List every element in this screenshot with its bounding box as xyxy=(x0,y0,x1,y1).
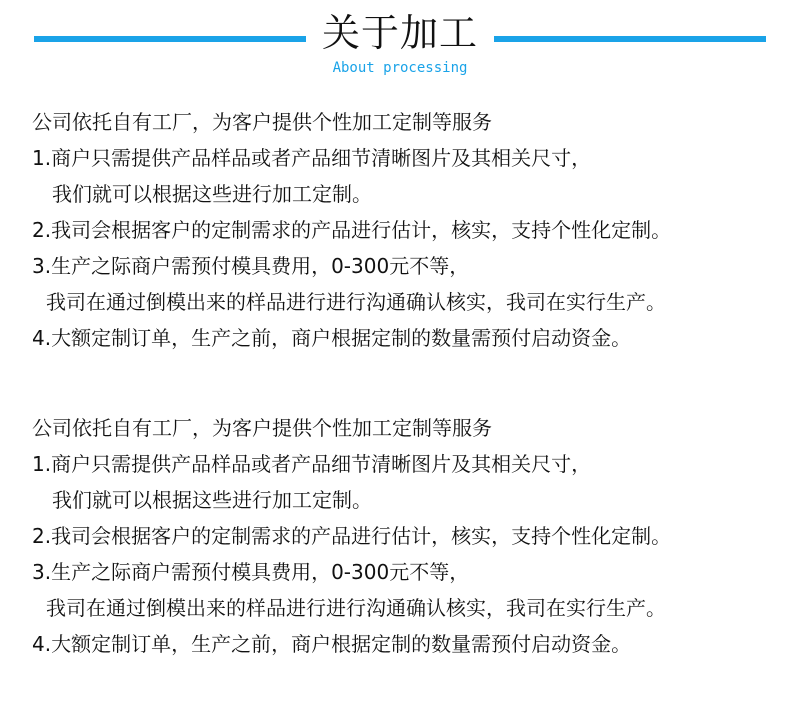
section-subtitle: About processing xyxy=(332,60,468,76)
header-rule-right xyxy=(494,36,766,42)
info-block-2 xyxy=(32,410,772,662)
item-2-line: 2.我司会根据客户的定制需求的产品进行估计，核实，支持个性化定制。 xyxy=(32,218,672,242)
item-4-line: 4.大额定制订单，生产之前，商户根据定制的数量需预付启动资金。 xyxy=(32,632,632,656)
item-2-line: 2.我司会根据客户的定制需求的产品进行估计，核实，支持个性化定制。 xyxy=(32,524,672,548)
item-1-line: 1.商户只需提供产品样品或者产品细节清晰图片及其相关尺寸， xyxy=(32,146,592,170)
intro-line: 公司依托自有工厂，为客户提供个性加工定制等服务 xyxy=(32,416,492,440)
item-1-line: 1.商户只需提供产品样品或者产品细节清晰图片及其相关尺寸， xyxy=(32,452,592,476)
section-header xyxy=(0,0,800,90)
info-block-1 xyxy=(32,104,772,356)
item-1-continuation: 我们就可以根据这些进行加工定制。 xyxy=(52,182,372,206)
item-4-line: 4.大额定制订单，生产之前，商户根据定制的数量需预付启动资金。 xyxy=(32,326,632,350)
header-rule-left xyxy=(34,36,306,42)
item-3-continuation: 我司在通过倒模出来的样品进行进行沟通确认核实，我司在实行生产。 xyxy=(46,290,666,314)
item-1-continuation: 我们就可以根据这些进行加工定制。 xyxy=(52,488,372,512)
item-3-line: 3.生产之际商户需预付模具费用，0-300元不等， xyxy=(32,254,470,278)
item-3-continuation: 我司在通过倒模出来的样品进行进行沟通确认核实，我司在实行生产。 xyxy=(46,596,666,620)
intro-line: 公司依托自有工厂，为客户提供个性加工定制等服务 xyxy=(32,110,492,134)
section-title: 关于加工 xyxy=(321,11,478,55)
item-3-line: 3.生产之际商户需预付模具费用，0-300元不等， xyxy=(32,560,470,584)
